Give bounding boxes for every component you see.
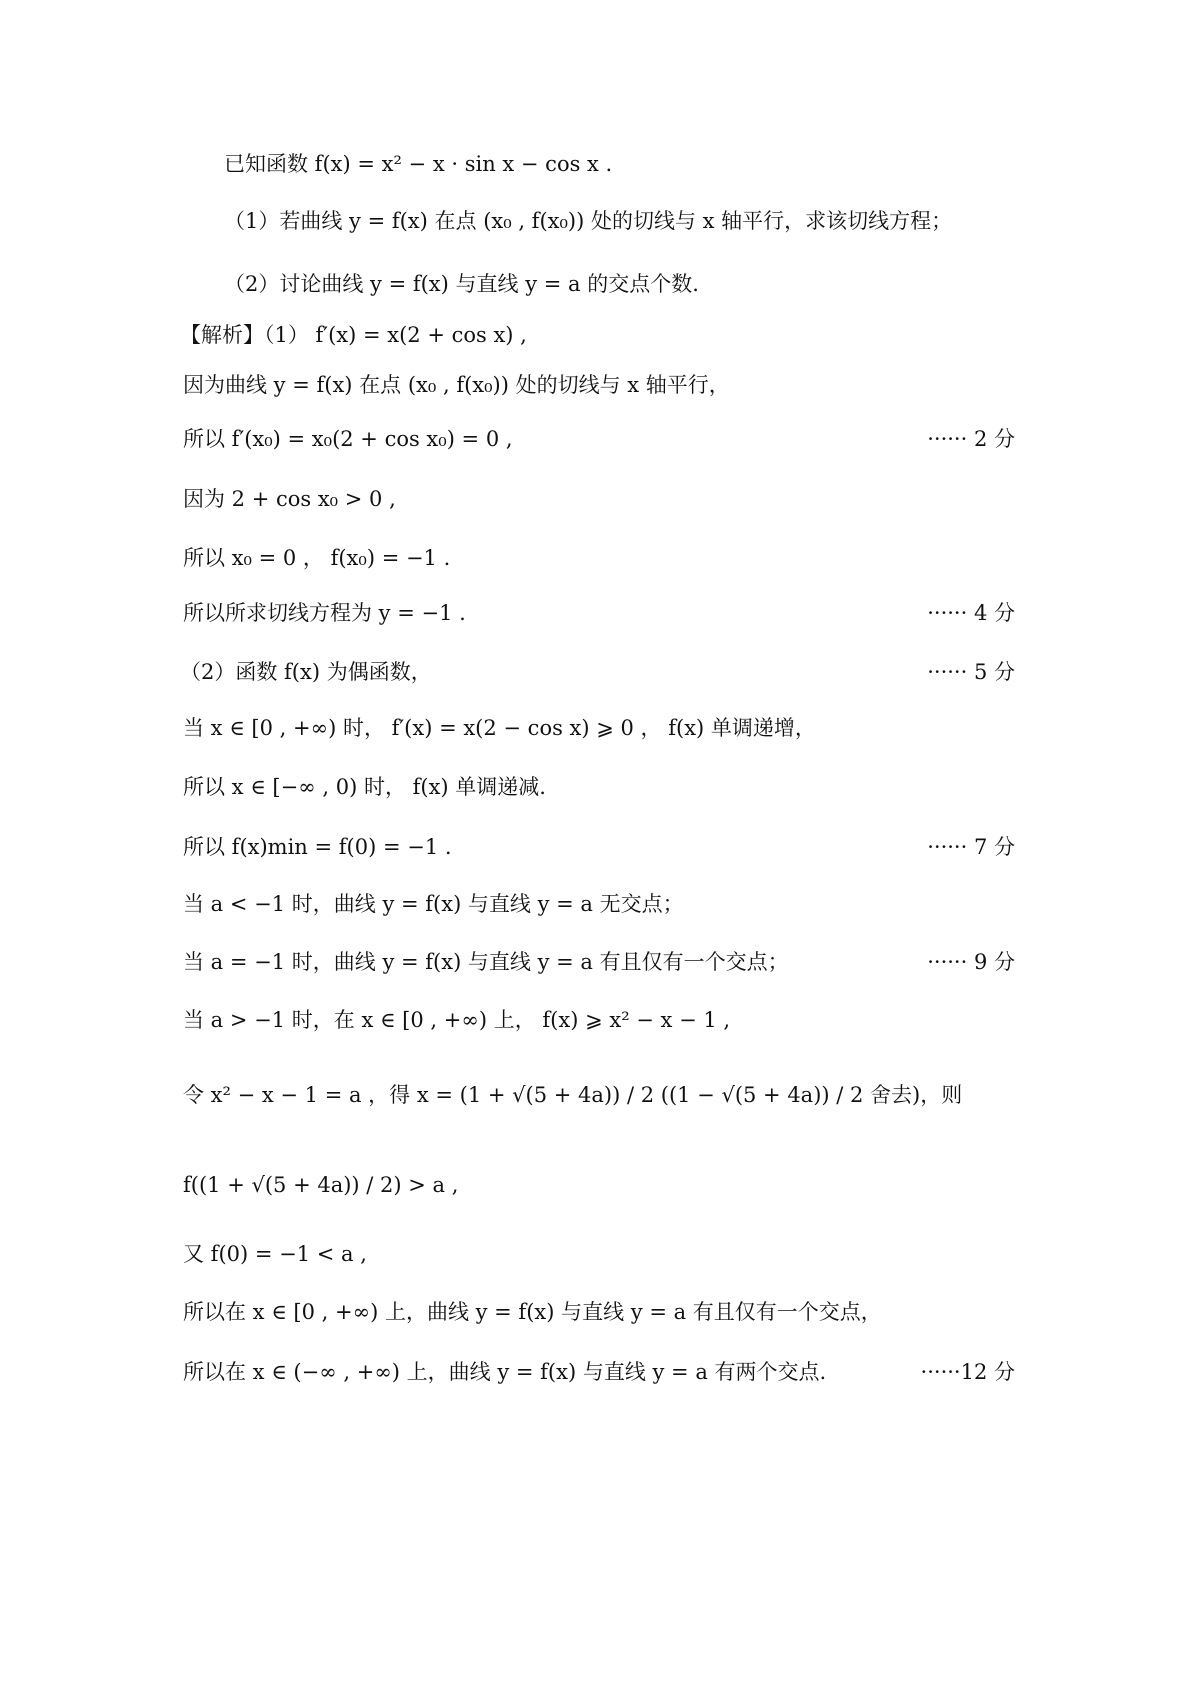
solution-line: [0, 417, 1200, 461]
solution-line: [0, 882, 1200, 926]
solution-line-text: 所以 x₀ = 0 ， f(x₀) = −1 .: [183, 546, 451, 570]
solution-line-text: 当 a < −1 时，曲线 y = f(x) 与直线 y = a 无交点；: [183, 892, 684, 916]
solution-line-text: 当 a > −1 时，在 x ∈ [0 , +∞) 上， f(x) ⩾ x² − x − 1 ,: [183, 1008, 731, 1032]
solution-line-text: 当 a = −1 时，曲线 y = f(x) 与直线 y = a 有且仅有一个交点；: [183, 950, 789, 974]
problem-part-2-text: （2）讨论曲线 y = f(x) 与直线 y = a 的交点个数.: [224, 272, 699, 296]
solution-line-text: 又 f(0) = −1 < a ,: [183, 1242, 367, 1266]
solution-line-text: 【解析】（1） f′(x) = x(2 + cos x) ,: [180, 323, 527, 347]
solution-line-text: 所以 f(x)min = f(0) = −1 .: [183, 835, 452, 859]
solution-line: [0, 591, 1200, 635]
solution-line-text: 所以所求切线方程为 y = −1 .: [183, 601, 466, 625]
score-marker: ······ 5 分: [927, 660, 1015, 684]
solution-line-text: 因为 2 + cos x₀ > 0 ,: [183, 487, 396, 511]
problem-part-2: [0, 262, 1200, 306]
score-marker: ······ 9 分: [927, 950, 1015, 974]
solution-line-text: f((1 + √(5 + 4a)) / 2) > a ,: [183, 1173, 459, 1197]
solution-line: [0, 998, 1200, 1042]
solution-line: [0, 1145, 1200, 1225]
score-marker: ······ 4 分: [927, 601, 1015, 625]
solution-line: [0, 1055, 1200, 1135]
problem-stem-text: 已知函数 f(x) = x² − x · sin x − cos x .: [224, 152, 613, 176]
solution-line: [0, 536, 1200, 580]
solution-line: [0, 650, 1200, 694]
solution-line-text: 所以在 x ∈ [0 , +∞) 上，曲线 y = f(x) 与直线 y = a 有且仅有一个交点，: [183, 1300, 882, 1324]
score-marker: ······ 7 分: [927, 835, 1015, 859]
solution-line-text: 所以 x ∈ [−∞ , 0) 时， f(x) 单调递减.: [183, 775, 546, 799]
solution-line: [0, 825, 1200, 869]
solution-line: [0, 363, 1200, 407]
solution-line-text: 所以 f′(x₀) = x₀(2 + cos x₀) = 0 ,: [183, 427, 513, 451]
solution-line-text: 令 x² − x − 1 = a ，得 x = (1 + √(5 + 4a)) / 2 ((1 − √(5 + 4a)) / 2 舍去)，则: [183, 1083, 963, 1107]
score-marker: ······ 2 分: [927, 427, 1015, 451]
solution-line: [0, 1232, 1200, 1276]
solution-line: [0, 706, 1200, 750]
solution-line: [0, 1350, 1200, 1394]
problem-part-1: [0, 199, 1200, 243]
solution-line: [0, 940, 1200, 984]
problem-stem: [0, 142, 1200, 186]
solution-line: [0, 477, 1200, 521]
solution-line: [0, 765, 1200, 809]
problem-part-1-text: （1）若曲线 y = f(x) 在点 (x₀ , f(x₀)) 处的切线与 x 轴平行，求该切线方程；: [224, 209, 953, 233]
solution-line-text: （2）函数 f(x) 为偶函数，: [180, 660, 432, 684]
solution-line-text: 所以在 x ∈ (−∞ , +∞) 上，曲线 y = f(x) 与直线 y = a 有两个交点.: [183, 1360, 827, 1384]
solution-line: [0, 1290, 1200, 1334]
score-marker: ······12 分: [920, 1360, 1015, 1384]
solution-line: [0, 313, 1200, 357]
solution-line-text: 当 x ∈ [0 , +∞) 时， f′(x) = x(2 − cos x) ⩾ 0 ， f(x) 单调递增，: [183, 716, 816, 740]
solution-line-text: 因为曲线 y = f(x) 在点 (x₀ , f(x₀)) 处的切线与 x 轴平行，: [183, 373, 730, 397]
